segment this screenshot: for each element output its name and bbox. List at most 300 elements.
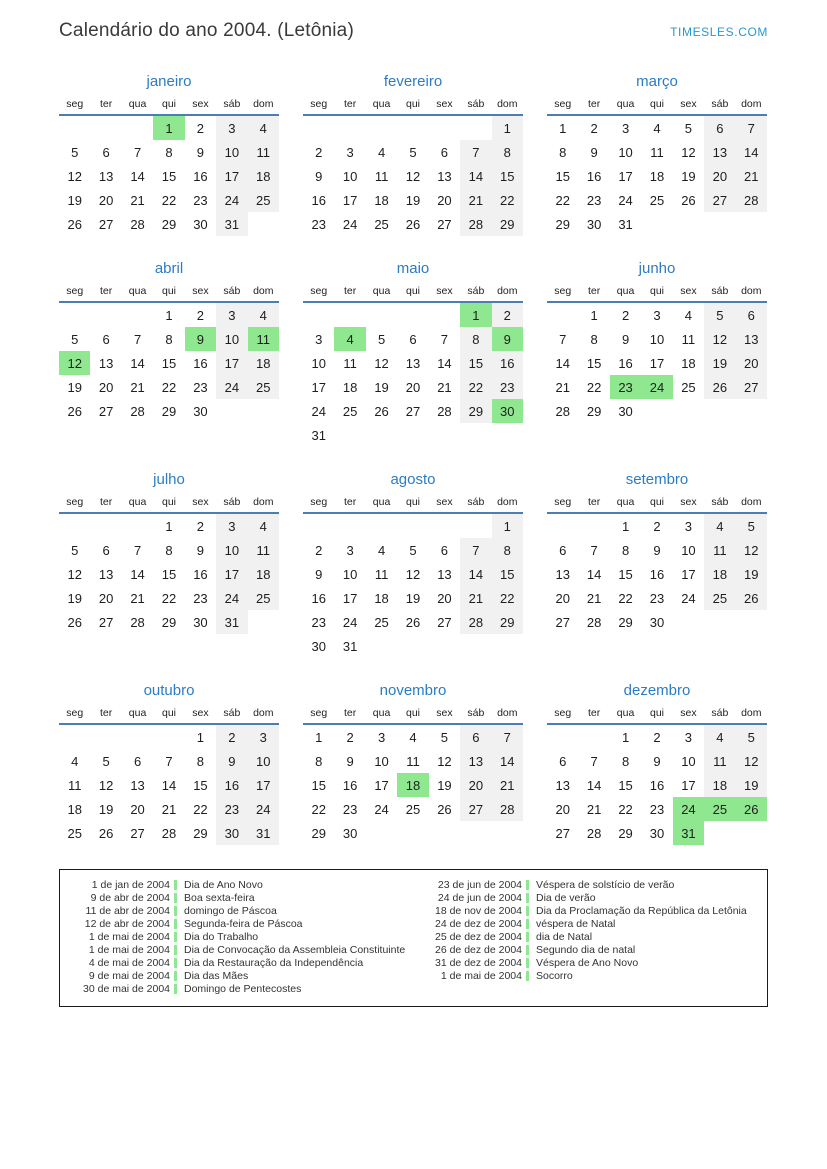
holiday-legend [59, 869, 768, 1007]
day-cell: 14 [586, 566, 602, 582]
weekday-header-ter: ter [100, 496, 113, 508]
day-cell: 17 [681, 566, 696, 582]
day-cell: 15 [193, 777, 208, 793]
day-cell-empty [460, 423, 491, 447]
day-cell: 19 [681, 168, 696, 184]
weekday-header-seg: seg [310, 496, 328, 508]
month-title: janeiro [146, 73, 192, 90]
legend-row [422, 891, 757, 904]
day-cell: 24 [618, 192, 633, 208]
day-cell-empty [366, 116, 397, 140]
day-cell-weekend: 24 [248, 797, 279, 821]
weekday-header-qua: qua [372, 496, 391, 508]
month-title: agosto [390, 471, 436, 488]
day-cell-empty [429, 821, 460, 845]
legend-green-bar-icon [526, 919, 529, 929]
day-cell: 27 [405, 403, 421, 419]
day-cell: 5 [684, 120, 693, 136]
weekday-header-qui: qui [405, 707, 420, 719]
weekday-header-qua: qua [128, 496, 147, 508]
legend-date: 1 de mai de 2004 [88, 930, 170, 943]
day-cell-weekend: 24 [216, 375, 247, 399]
day-cell: 1 [196, 729, 205, 745]
day-cell-weekend: 10 [216, 538, 247, 562]
day-cell: 8 [590, 331, 598, 347]
day-cell: 27 [555, 825, 570, 841]
day-cell-weekend: 11 [704, 749, 735, 773]
weekday-header-sáb: sáb [711, 707, 729, 719]
day-cell: 21 [130, 192, 145, 208]
day-cell-holiday: 4 [334, 327, 365, 351]
day-cell: 2 [196, 307, 205, 323]
day-cell: 6 [559, 753, 567, 769]
day-cell-empty [492, 821, 523, 845]
day-cell-weekend: 11 [248, 538, 279, 562]
legend-label: véspera de Natal [536, 917, 616, 930]
site-link[interactable]: TIMESLES.COM [670, 25, 768, 39]
day-cell: 19 [437, 777, 452, 793]
day-cell-holiday: 26 [736, 797, 767, 821]
weekday-header-dom: dom [497, 98, 518, 110]
day-cell: 11 [681, 331, 696, 347]
day-cell: 14 [130, 566, 145, 582]
day-cell: 7 [559, 331, 567, 347]
day-cell-empty [460, 821, 491, 845]
day-cell: 12 [98, 777, 114, 793]
day-cell: 3 [315, 331, 323, 347]
legend-date: 1 de mai de 2004 [440, 969, 522, 982]
day-cell-weekend: 18 [704, 773, 735, 797]
weekday-header-qua: qua [616, 496, 635, 508]
day-cell: 11 [67, 777, 82, 793]
day-cell: 15 [618, 566, 633, 582]
day-cell: 12 [405, 168, 421, 184]
day-cell: 5 [409, 542, 417, 558]
day-cell: 3 [621, 120, 630, 136]
day-cell-weekend: 5 [736, 725, 767, 749]
day-cell: 7 [133, 542, 142, 558]
weekday-header-qui: qui [649, 285, 664, 297]
day-cell: 1 [165, 307, 173, 323]
day-cell: 8 [621, 542, 630, 558]
day-cell: 13 [555, 777, 570, 793]
day-cell: 8 [165, 331, 173, 347]
day-cell: 18 [374, 192, 389, 208]
weekday-header-seg: seg [310, 285, 328, 297]
day-cell: 19 [405, 590, 421, 606]
legend-row [422, 956, 757, 969]
month-novembro [303, 677, 523, 845]
weekday-header-ter: ter [100, 707, 113, 719]
legend-green-bar-icon [526, 958, 529, 968]
day-cell: 11 [406, 753, 420, 769]
day-cell-empty [397, 116, 428, 140]
day-cell-empty [641, 399, 672, 423]
weekday-header-sáb: sáb [223, 496, 241, 508]
weekday-header-sáb: sáb [711, 285, 729, 297]
legend-green-bar-icon [174, 906, 177, 916]
day-cell-empty [736, 610, 767, 634]
day-cell: 26 [405, 216, 421, 232]
day-cell: 30 [193, 403, 208, 419]
day-cell: 18 [342, 379, 358, 395]
day-cell-weekend: 16 [492, 351, 523, 375]
legend-label: Socorro [536, 969, 573, 982]
day-cell: 10 [681, 542, 696, 558]
day-cell-empty [704, 821, 735, 845]
day-cell: 17 [342, 590, 358, 606]
day-cell-empty [736, 821, 767, 845]
legend-label: Segundo dia de natal [536, 943, 636, 956]
day-cell: 10 [681, 753, 696, 769]
day-cell-empty [90, 514, 121, 538]
day-cell-weekend: 27 [460, 797, 491, 821]
weekday-header-qua: qua [372, 707, 391, 719]
day-cell: 6 [559, 542, 567, 558]
day-cell-weekend: 29 [492, 610, 523, 634]
legend-row [422, 969, 757, 982]
weekday-header-sáb: sáb [467, 98, 485, 110]
weekday-header-qua: qua [128, 98, 147, 110]
day-cell: 13 [98, 355, 114, 371]
day-cell-weekend: 7 [492, 725, 523, 749]
day-cell: 10 [374, 753, 389, 769]
day-cell-weekend: 7 [460, 140, 491, 164]
weekday-header-sex: sex [192, 285, 209, 297]
day-cell: 17 [342, 192, 358, 208]
weekday-header-qua: qua [372, 285, 391, 297]
day-cell: 15 [161, 355, 177, 371]
day-cell: 16 [586, 168, 602, 184]
day-cell-weekend: 10 [216, 140, 247, 164]
weekday-header-qua: qua [128, 707, 147, 719]
legend-row [70, 956, 422, 969]
day-cell: 22 [618, 801, 633, 817]
legend-row [70, 878, 422, 891]
day-cell-weekend: 18 [248, 562, 279, 586]
day-cell-weekend: 25 [248, 188, 279, 212]
day-cell: 5 [71, 144, 79, 160]
day-cell: 30 [586, 216, 602, 232]
weekday-header-qui: qui [649, 98, 664, 110]
day-cell: 23 [586, 192, 602, 208]
day-cell-weekend: 10 [216, 327, 247, 351]
weekday-header-ter: ter [588, 496, 601, 508]
weekday-header-qui: qui [649, 707, 664, 719]
day-cell: 21 [586, 801, 602, 817]
weekday-header-ter: ter [344, 285, 357, 297]
day-cell: 16 [618, 355, 633, 371]
day-cell-weekend: 19 [704, 351, 735, 375]
month-title: outubro [143, 682, 195, 699]
day-cell-weekend: 28 [460, 610, 491, 634]
day-cell: 30 [311, 638, 326, 654]
day-cell: 26 [405, 614, 421, 630]
day-cell: 18 [681, 355, 696, 371]
legend-label: Boa sexta-feira [184, 891, 255, 904]
day-cell: 2 [346, 729, 354, 745]
day-cell: 20 [555, 801, 570, 817]
day-cell-empty [366, 634, 397, 658]
month-junho [547, 255, 767, 423]
weekday-header-seg: seg [554, 496, 572, 508]
weekday-header-seg: seg [310, 98, 328, 110]
day-cell: 18 [67, 801, 82, 817]
weekday-header-qua: qua [128, 285, 147, 297]
weekday-header-ter: ter [100, 98, 113, 110]
day-cell: 21 [586, 590, 602, 606]
day-cell-empty [578, 514, 609, 538]
day-cell: 14 [161, 777, 177, 793]
day-cell: 11 [374, 168, 389, 184]
weekday-header-seg: seg [66, 707, 84, 719]
legend-green-bar-icon [174, 945, 177, 955]
day-cell-empty [334, 514, 365, 538]
day-cell-weekend: 18 [248, 164, 279, 188]
day-cell: 20 [437, 590, 452, 606]
day-cell: 13 [437, 566, 452, 582]
day-cell: 28 [586, 825, 602, 841]
day-cell-weekend: 19 [736, 773, 767, 797]
day-cell: 2 [315, 144, 323, 160]
day-cell-weekend: 1 [492, 514, 523, 538]
month-setembro [547, 466, 767, 634]
day-cell: 20 [98, 379, 114, 395]
day-cell: 27 [555, 614, 570, 630]
day-cell-empty [492, 423, 523, 447]
weekday-header-sáb: sáb [467, 285, 485, 297]
day-cell: 1 [559, 120, 567, 136]
legend-label: Segunda-feira de Páscoa [184, 917, 303, 930]
day-cell: 13 [98, 168, 114, 184]
day-cell: 24 [342, 216, 358, 232]
day-cell-weekend: 1 [492, 116, 523, 140]
legend-green-bar-icon [526, 932, 529, 942]
day-cell: 14 [586, 777, 602, 793]
day-cell-empty [366, 423, 397, 447]
day-cell: 13 [555, 566, 570, 582]
day-cell-weekend: 24 [216, 188, 247, 212]
weekday-header-ter: ter [588, 98, 601, 110]
month-fevereiro [303, 68, 523, 236]
day-cell: 30 [649, 825, 665, 841]
day-cell-empty [704, 399, 735, 423]
day-cell-weekend: 22 [460, 375, 491, 399]
day-cell-empty [397, 303, 428, 327]
legend-date: 31 de dez de 2004 [435, 956, 522, 969]
day-cell-weekend: 9 [216, 749, 247, 773]
legend-green-bar-icon [174, 919, 177, 929]
day-cell-weekend: 17 [216, 562, 247, 586]
day-cell: 7 [440, 331, 449, 347]
day-cell: 16 [649, 777, 665, 793]
day-cell: 28 [130, 614, 145, 630]
day-cell: 13 [130, 777, 145, 793]
day-cell-weekend: 8 [460, 327, 491, 351]
weekday-header-qui: qui [161, 98, 176, 110]
legend-label: Dia de verão [536, 891, 596, 904]
legend-label: Dia de Convocação da Assembleia Constituinte [184, 943, 406, 956]
day-cell: 15 [555, 168, 570, 184]
day-cell: 19 [405, 192, 421, 208]
month-maio [303, 255, 523, 447]
day-cell-empty [397, 423, 428, 447]
weekday-header-seg: seg [310, 707, 328, 719]
legend-green-bar-icon [174, 984, 177, 994]
legend-date: 1 de jan de 2004 [91, 878, 170, 891]
day-cell: 5 [377, 331, 386, 347]
legend-column-left [70, 878, 422, 995]
legend-row [70, 969, 422, 982]
day-cell-empty [397, 514, 428, 538]
weekday-header-seg: seg [66, 98, 84, 110]
day-cell: 20 [98, 590, 114, 606]
weekday-header-dom: dom [741, 285, 762, 297]
day-cell: 1 [165, 518, 173, 534]
legend-date: 23 de jun de 2004 [437, 878, 522, 891]
weekday-header-sáb: sáb [711, 98, 729, 110]
weekday-header-qua: qua [372, 98, 391, 110]
legend-label: Dia da Restauração da Independência [184, 956, 364, 969]
day-cell-empty [673, 610, 704, 634]
day-cell-empty [547, 303, 578, 327]
legend-label: Véspera de solstício de verão [536, 878, 675, 891]
day-cell-empty [704, 610, 735, 634]
day-cell: 8 [165, 144, 173, 160]
day-cell-empty [59, 514, 90, 538]
day-cell-empty [334, 116, 365, 140]
day-cell-weekend: 16 [216, 773, 247, 797]
weekday-header-dom: dom [741, 98, 762, 110]
day-cell: 11 [343, 355, 357, 371]
day-cell: 29 [161, 403, 177, 419]
day-cell-weekend: 14 [492, 749, 523, 773]
day-cell: 27 [98, 614, 114, 630]
day-cell: 29 [311, 825, 326, 841]
legend-green-bar-icon [174, 880, 177, 890]
day-cell: 31 [311, 427, 326, 443]
day-cell: 27 [437, 216, 452, 232]
legend-label: domingo de Páscoa [184, 904, 277, 917]
day-cell-weekend: 8 [492, 538, 523, 562]
day-cell-weekend: 6 [736, 303, 767, 327]
day-cell: 30 [193, 216, 208, 232]
month-title: junho [638, 260, 676, 277]
legend-label: Véspera de Ano Novo [536, 956, 639, 969]
day-cell-weekend: 14 [460, 562, 491, 586]
day-cell-empty [736, 399, 767, 423]
day-cell-weekend: 15 [492, 562, 523, 586]
day-cell-holiday: 9 [185, 327, 216, 351]
day-cell-weekend: 26 [736, 586, 767, 610]
month-março [547, 68, 767, 236]
day-cell: 22 [193, 801, 208, 817]
day-cell: 12 [405, 566, 421, 582]
day-cell: 2 [196, 120, 205, 136]
day-cell: 14 [130, 168, 145, 184]
day-cell-weekend: 25 [248, 586, 279, 610]
day-cell: 2 [653, 729, 661, 745]
day-cell: 16 [193, 355, 208, 371]
day-cell: 14 [437, 355, 452, 371]
day-cell-empty [429, 634, 460, 658]
day-cell-empty [122, 725, 153, 749]
day-cell: 7 [133, 144, 142, 160]
day-cell: 16 [311, 590, 326, 606]
legend-date: 25 de dez de 2004 [435, 930, 522, 943]
legend-green-bar-icon [526, 945, 529, 955]
day-cell: 7 [590, 542, 598, 558]
legend-green-bar-icon [526, 880, 529, 890]
day-cell-weekend: 29 [460, 399, 491, 423]
day-cell: 18 [374, 590, 389, 606]
day-cell: 10 [311, 355, 326, 371]
day-cell: 3 [377, 729, 386, 745]
legend-date: 4 de mai de 2004 [88, 956, 170, 969]
day-cell: 24 [681, 590, 696, 606]
weekday-header-ter: ter [588, 285, 601, 297]
day-cell-weekend: 23 [492, 375, 523, 399]
day-cell: 6 [102, 331, 110, 347]
day-cell: 21 [130, 379, 145, 395]
day-cell: 12 [67, 566, 82, 582]
weekday-header-dom: dom [253, 285, 274, 297]
day-cell-weekend: 15 [492, 164, 523, 188]
day-cell-holiday: 12 [59, 351, 90, 375]
weekday-header-sex: sex [436, 496, 453, 508]
day-cell: 6 [102, 542, 110, 558]
weekday-header-qua: qua [616, 98, 635, 110]
day-cell-weekend: 30 [216, 821, 247, 845]
day-cell: 9 [196, 144, 205, 160]
legend-green-bar-icon [174, 971, 177, 981]
day-cell-empty [122, 514, 153, 538]
day-cell-weekend: 2 [216, 725, 247, 749]
weekday-header-sex: sex [436, 285, 453, 297]
day-cell: 9 [315, 168, 323, 184]
legend-green-bar-icon [174, 932, 177, 942]
day-cell: 16 [342, 777, 358, 793]
day-cell: 4 [377, 542, 386, 558]
day-cell-empty [334, 303, 365, 327]
day-cell: 2 [315, 542, 323, 558]
day-cell-weekend: 14 [460, 164, 491, 188]
day-cell: 1 [621, 518, 630, 534]
day-cell-empty [122, 116, 153, 140]
day-cell-empty [547, 514, 578, 538]
weekday-header-qui: qui [405, 496, 420, 508]
day-cell: 10 [342, 168, 358, 184]
day-cell: 28 [586, 614, 602, 630]
legend-label: Dia de Ano Novo [184, 878, 263, 891]
day-cell: 7 [165, 753, 173, 769]
day-cell-weekend: 20 [704, 164, 735, 188]
day-cell: 9 [315, 566, 323, 582]
day-cell-weekend: 17 [248, 773, 279, 797]
day-cell: 17 [618, 168, 633, 184]
month-title: setembro [625, 471, 689, 488]
day-cell-holiday: 9 [492, 327, 523, 351]
day-cell: 17 [681, 777, 696, 793]
weekday-header-sáb: sáb [223, 707, 241, 719]
day-cell: 20 [130, 801, 145, 817]
day-cell: 19 [67, 590, 82, 606]
day-cell: 25 [374, 614, 389, 630]
day-cell: 8 [559, 144, 567, 160]
legend-label: Dia da Proclamação da República da Letônia [536, 904, 747, 917]
day-cell: 26 [437, 801, 452, 817]
day-cell-weekend: 18 [248, 351, 279, 375]
